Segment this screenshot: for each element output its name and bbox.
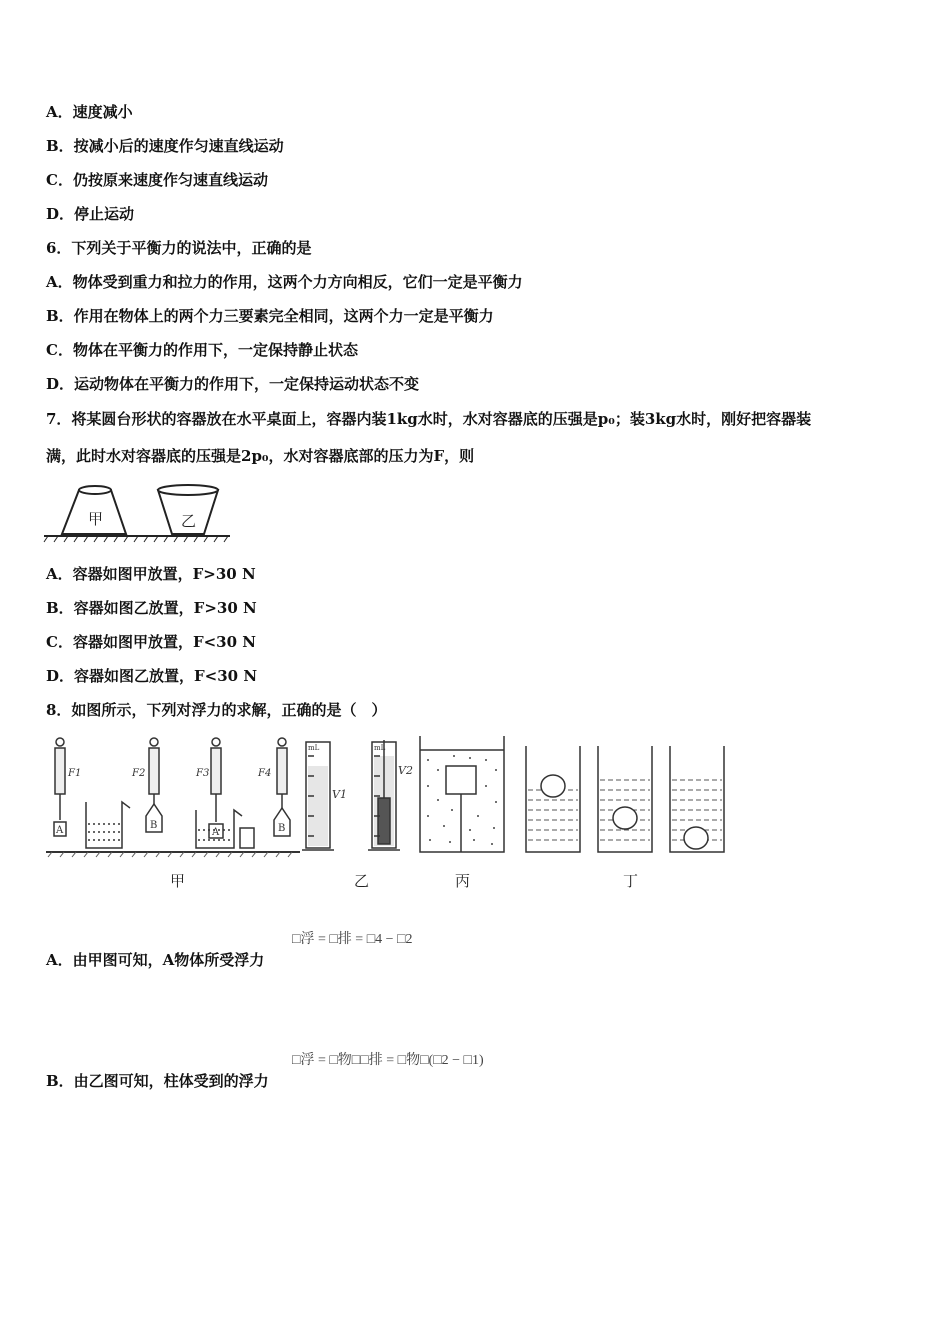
- q5-option-b: B．按减小后的速度作匀速直线运动: [46, 137, 284, 155]
- beaker-3: [670, 746, 724, 852]
- q8-label-bing: 丙: [455, 872, 471, 890]
- q6-stem: 6．下列关于平衡力的说法中，正确的是: [46, 239, 312, 257]
- q8-formula-b: □浮 = □物□□排 = □物□(□2 − □1): [292, 1053, 484, 1068]
- q8-figure-jia: [46, 736, 302, 858]
- q8-label-jia: 甲: [170, 872, 186, 890]
- q5-option-c: C．仍按原来速度作匀速直线运动: [46, 171, 268, 189]
- q6-option-b: B．作用在物体上的两个力三要素完全相同，这两个力一定是平衡力: [46, 307, 494, 325]
- block-label-b2: B: [278, 823, 286, 834]
- q5-option-a: A．速度减小: [46, 103, 133, 121]
- q5-option-d: D．停止运动: [46, 205, 135, 223]
- q7-option-c: C．容器如图甲放置，F<30 N: [46, 633, 256, 651]
- ml-label-1: mL: [308, 744, 320, 752]
- beaker-2: [598, 746, 652, 852]
- q8-formula-a: □浮 = □排 = □4 − □2: [292, 932, 413, 947]
- q6-option-d: D．运动物体在平衡力的作用下，一定保持运动状态不变: [46, 375, 420, 393]
- measuring-cylinder-2: [368, 740, 400, 850]
- spring-label-f2: F2: [132, 768, 146, 779]
- q7-label-jia: 甲: [88, 510, 104, 528]
- q8-figure-bing: [416, 736, 510, 858]
- measuring-cylinder-1: [302, 742, 334, 850]
- spring-label-f3: F3: [196, 768, 210, 779]
- block-label-b1: B: [150, 820, 158, 831]
- cylinder-label-v1: V1: [332, 788, 347, 801]
- q8-option-a: A．由甲图可知，A物体所受浮力: [46, 951, 265, 969]
- q7-option-d: D．容器如图乙放置，F<30 N: [46, 667, 258, 685]
- q8-option-b: B．由乙图可知，柱体受到的浮力: [46, 1072, 269, 1090]
- q7-label-yi: 乙: [181, 512, 197, 530]
- q7-option-b: B．容器如图乙放置，F>30 N: [46, 599, 257, 617]
- block-label-a1: A: [56, 825, 64, 836]
- q8-figure-ding: [522, 746, 730, 858]
- spring-label-f1: F1: [68, 768, 82, 779]
- small-cup: [240, 828, 254, 848]
- q6-option-c: C．物体在平衡力的作用下，一定保持静止状态: [46, 341, 358, 359]
- ml-label-2: mL: [374, 744, 386, 752]
- q7-stem-line1: 7．将某圆台形状的容器放在水平桌面上，容器内装1kg水时，水对容器底的压强是p₀；装3kg水时，刚好把容器装: [46, 410, 812, 428]
- spring-scale-4: [274, 738, 290, 836]
- spring-label-f4: F4: [258, 768, 272, 779]
- q7-stem-line2: 满，此时水对容器底的压强是2p₀，水对容器底部的压力为F，则: [46, 447, 475, 465]
- spring-scale-1: [54, 738, 66, 836]
- q8-stem: 8．如图所示，下列对浮力的求解，正确的是（ ）: [46, 701, 387, 719]
- overflow-cup-1: [86, 802, 130, 848]
- spring-scale-2: [146, 738, 162, 832]
- q8-label-yi: 乙: [354, 872, 370, 890]
- q7-figure: [44, 482, 234, 546]
- q6-option-a: A．物体受到重力和拉力的作用，这两个力方向相反，它们一定是平衡力: [46, 273, 523, 291]
- block-label-a2: A: [212, 827, 220, 838]
- q8-figure-yi: [302, 736, 412, 858]
- cylinder-label-v2: V2: [398, 764, 413, 777]
- q7-option-a: A．容器如图甲放置，F>30 N: [46, 565, 256, 583]
- q8-label-ding: 丁: [623, 872, 639, 890]
- beaker-1: [526, 746, 580, 852]
